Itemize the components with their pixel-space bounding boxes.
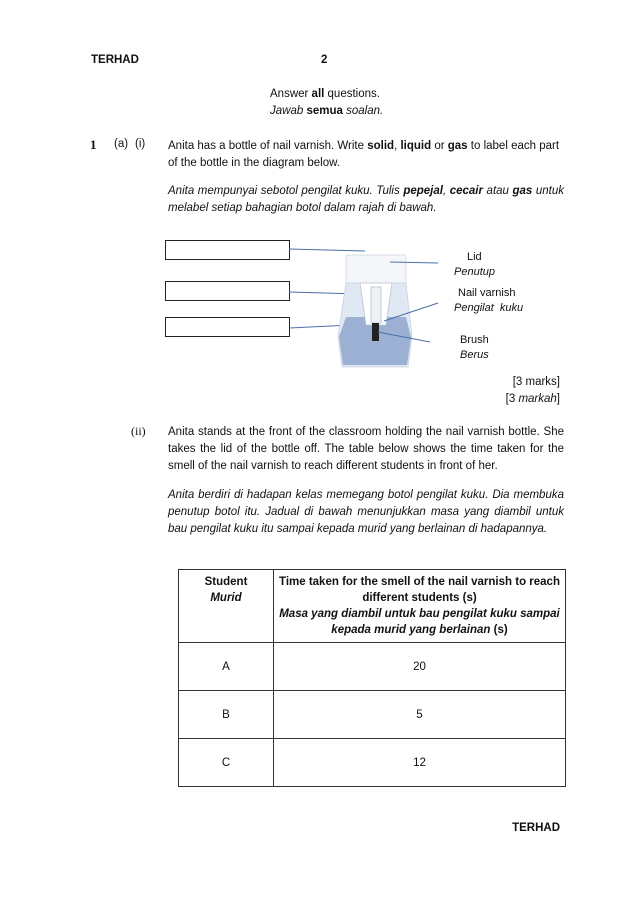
table-header-time-unit: (s)	[490, 624, 508, 636]
question-ii-text-en: Anita stands at the front of the classroom holding the nail varnish bottle. She takes the lid of the bottle off. The table below shows the time taken for the smell of the nail varnish to reach different students in front of her.	[168, 426, 564, 472]
table-cell-student: B	[179, 691, 274, 739]
pointer-line-box-1	[289, 249, 365, 251]
question-i-ms-run: untuk melabel setiap bahagian botol dalam rajah di bawah.	[168, 185, 565, 214]
table-cell-time: 20	[274, 643, 566, 691]
table-cell-time: 12	[274, 739, 566, 787]
table-header-student-en: Student	[204, 576, 248, 588]
label-brush-en: Brush	[460, 334, 489, 346]
instruction-en-text: Answer	[270, 88, 312, 100]
instruction-ms-tail: soalan.	[346, 105, 384, 117]
header-classification: TERHAD	[91, 54, 139, 66]
footer-classification: TERHAD	[512, 822, 560, 834]
brush-tip	[372, 323, 379, 341]
instruction-ms-bold: semua	[306, 105, 343, 117]
table-row	[179, 739, 566, 787]
question-i-ms-run: ,	[442, 185, 450, 197]
instruction-ms-text: Jawab	[270, 105, 304, 117]
instruction-en	[270, 88, 380, 100]
label-nail-varnish	[454, 286, 524, 316]
answer-box-nail-varnish[interactable]	[165, 281, 290, 301]
question-i-ms-run: pepejal	[403, 185, 443, 197]
question-number: 1	[90, 137, 97, 152]
table-header-student	[179, 570, 274, 643]
question-part-label: (a)	[114, 138, 129, 150]
question-i-ms-run: cecair	[449, 185, 483, 197]
question-sub-ii-label: (ii)	[131, 424, 146, 438]
instruction-en-bold: all	[311, 88, 325, 100]
label-lid-en: Lid	[467, 251, 482, 263]
question-i-en-run: to label each part of the bottle in the diagram below.	[168, 140, 560, 169]
table-cell-time: 5	[274, 691, 566, 739]
label-brush	[460, 333, 489, 363]
marks-ms-italic: markah	[518, 393, 557, 405]
table-header-time	[274, 570, 566, 643]
question-i-en-run: or	[431, 140, 448, 152]
marks-en: [3 marks]	[512, 376, 560, 388]
label-nail-varnish-ms: Pengilat kuku	[454, 302, 524, 314]
label-brush-ms: Berus	[460, 349, 489, 361]
table-header-student-ms: Murid	[210, 592, 242, 604]
question-i-text-ms	[168, 183, 564, 217]
question-i-en-run: solid	[367, 140, 395, 152]
question-i-text-en	[168, 138, 566, 172]
table-row	[179, 643, 566, 691]
table-cell-student: C	[179, 739, 274, 787]
page-number: 2	[321, 54, 328, 66]
marks-ms-post: ]	[556, 393, 560, 405]
answer-box-brush[interactable]	[165, 317, 290, 337]
label-lid-ms: Penutup	[454, 266, 495, 278]
table-header-time-ms: Masa yang diambil untuk bau pengilat kuku sampai kepada murid yang berlainan	[279, 608, 560, 636]
question-i-ms-run: atau	[482, 185, 513, 197]
question-i-en-run: gas	[447, 140, 468, 152]
table-cell-student: A	[179, 643, 274, 691]
label-nail-varnish-en: Nail varnish	[458, 287, 516, 299]
question-i-ms-run: Anita mempunyai sebotol pengilat kuku. Tulis	[168, 185, 404, 197]
marks-ms-pre: [3	[505, 393, 519, 405]
question-sub-i-label: (i)	[135, 138, 146, 150]
question-i-en-run: ,	[394, 140, 401, 152]
table-row	[179, 691, 566, 739]
brush-stem	[371, 287, 381, 323]
results-table	[178, 569, 566, 787]
nail-varnish-bottle-diagram	[280, 225, 460, 375]
instruction-en-tail: questions.	[324, 88, 380, 100]
question-i-ms-run: gas	[512, 185, 533, 197]
answer-box-lid[interactable]	[165, 240, 290, 260]
marks-ms	[506, 393, 560, 405]
question-ii-text-ms: Anita berdiri di hadapan kelas memegang botol pengilat kuku. Dia membuka penutup botol itu. Jadual di bawah menunjukkan masa yang diambil untuk bau pengilat kuku itu sampai kepada murid yang berlainan di hadapannya.	[168, 489, 564, 535]
question-i-en-run: liquid	[400, 140, 432, 152]
label-lid	[454, 250, 495, 280]
instruction-ms	[270, 105, 383, 117]
table-header-time-en: Time taken for the smell of the nail varnish to reach different students (s)	[279, 576, 560, 604]
question-i-en-run: Anita has a bottle of nail varnish. Write	[168, 140, 368, 152]
table-header-row	[179, 570, 566, 643]
